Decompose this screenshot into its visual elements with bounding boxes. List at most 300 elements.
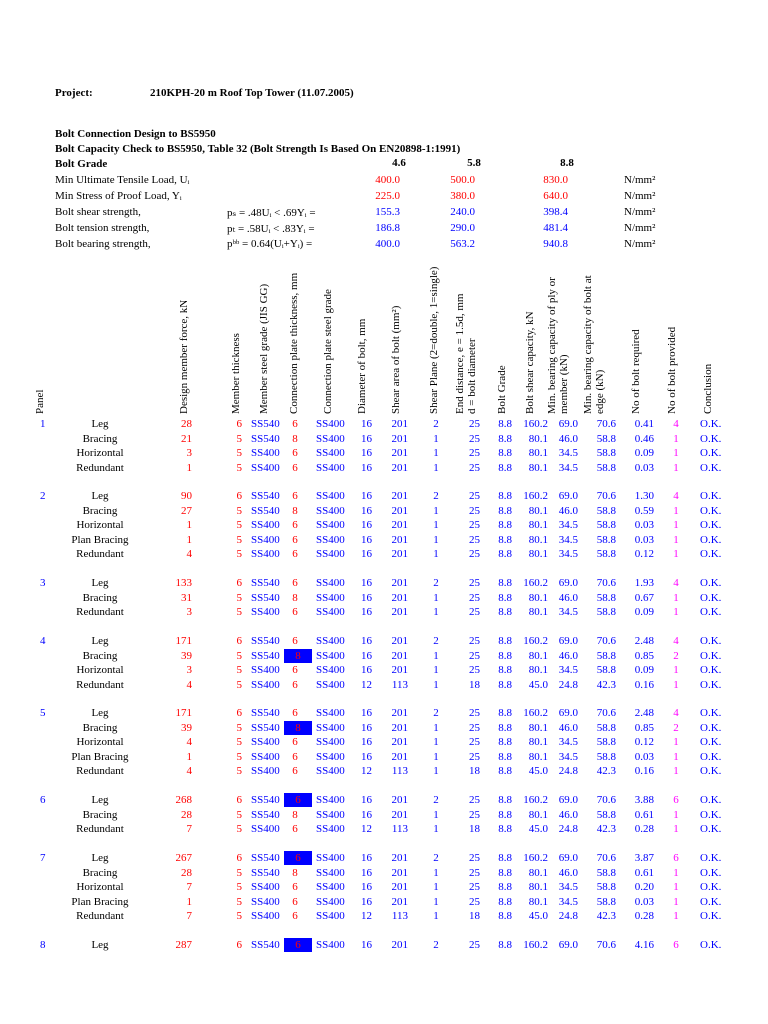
table-cell: 0.61 (634, 808, 654, 821)
member-type: Plan Bracing (71, 750, 129, 763)
table-cell: 5 (236, 721, 242, 734)
table-cell: 25 (469, 808, 480, 821)
table-cell: SS400 (316, 808, 345, 821)
table-cell: 201 (391, 533, 408, 546)
table-cell: 0.12 (634, 548, 654, 560)
table-cell: SS400 (251, 461, 280, 474)
table-cell: 5 (236, 649, 242, 662)
table-cell: O.K. (700, 519, 722, 531)
table-cell: 201 (391, 736, 408, 748)
table-cell: 1 (433, 533, 439, 546)
table-cell: 3 (186, 606, 192, 618)
grade-8-8: 8.8 (560, 157, 574, 169)
table-cell: 5 (236, 519, 242, 531)
table-cell: 39 (181, 721, 192, 734)
property-label: Bolt bearing strength, (55, 238, 151, 250)
table-cell: 58.8 (596, 866, 616, 879)
table-cell: 1 (673, 895, 679, 908)
table-cell: O.K. (700, 750, 722, 763)
table-cell: 113 (391, 910, 408, 922)
table-cell: 80.1 (528, 866, 548, 879)
member-type: Leg (91, 939, 109, 951)
table-cell: 16 (361, 519, 372, 531)
table-cell: 42.3 (596, 765, 616, 777)
table-cell: 6 (292, 606, 298, 618)
table-cell: O.K. (700, 910, 722, 922)
table-cell: 16 (361, 852, 372, 864)
panel-number: 2 (40, 490, 46, 502)
table-cell: 16 (361, 939, 372, 951)
table-cell: 25 (469, 606, 480, 618)
table-cell: 58.8 (596, 504, 616, 517)
table-cell: 1 (186, 519, 192, 531)
property-unit: N/mm² (624, 238, 656, 250)
table-cell: 80.1 (528, 533, 548, 546)
table-cell: SS400 (251, 519, 280, 531)
table-cell: 5 (236, 432, 242, 445)
table-cell: 25 (469, 895, 480, 908)
table-cell: 0.61 (634, 866, 654, 879)
table-cell: 4 (186, 765, 192, 777)
table-cell: 6 (292, 765, 298, 777)
table-cell: 34.5 (558, 664, 578, 676)
table-cell: 6 (236, 939, 242, 951)
table-cell: 8.8 (498, 606, 512, 618)
table-cell: O.K. (700, 490, 722, 502)
table-cell: 6 (292, 895, 298, 908)
table-cell: 1 (673, 504, 679, 517)
panel-number: 8 (40, 939, 46, 951)
member-type: Redundant (76, 678, 124, 691)
table-cell: 201 (391, 664, 408, 676)
table-cell: 6 (292, 823, 298, 835)
table-cell: 45.0 (528, 765, 548, 777)
table-cell: 21 (181, 432, 192, 445)
table-cell: 1 (433, 664, 439, 676)
table-cell: 6 (292, 736, 298, 748)
property-value: 155.3 (375, 206, 400, 218)
table-cell: 0.20 (634, 881, 654, 893)
member-type: Horizontal (76, 736, 124, 748)
table-cell: 16 (361, 721, 372, 734)
table-cell: 8.8 (498, 504, 512, 517)
table-cell: SS540 (251, 591, 280, 604)
table-cell: SS400 (316, 794, 345, 806)
table-cell: 16 (361, 432, 372, 445)
table-cell: 0.85 (634, 649, 654, 662)
table-cell: 8.8 (498, 895, 512, 908)
table-cell: 8.8 (498, 649, 512, 662)
table-cell: 0.03 (634, 461, 654, 474)
table-cell: 4 (186, 678, 192, 691)
table-cell: 42.3 (596, 678, 616, 691)
table-cell: 160.2 (523, 852, 548, 864)
table-cell: 201 (391, 881, 408, 893)
property-label: Min Ultimate Tensile Load, Uᵢ (55, 174, 190, 186)
table-cell: 25 (469, 707, 480, 719)
table-cell: O.K. (700, 721, 722, 734)
table-cell: 16 (361, 649, 372, 662)
table-cell: 70.6 (596, 577, 616, 589)
table-cell: SS400 (316, 765, 345, 777)
table-cell: 25 (469, 750, 480, 763)
table-cell: 3 (186, 447, 192, 459)
table-cell: 34.5 (558, 881, 578, 893)
table-cell: SS400 (316, 910, 345, 922)
column-header: End distance, e = 1.5d, mm d = bolt diameter (454, 293, 478, 414)
table-cell: O.K. (700, 939, 722, 951)
table-cell: 1 (673, 736, 679, 748)
table-cell: 2 (433, 852, 439, 864)
table-cell: 1 (433, 649, 439, 662)
table-cell: SS400 (251, 881, 280, 893)
member-type: Leg (91, 635, 109, 647)
table-cell: 34.5 (558, 461, 578, 474)
table-cell: 1 (433, 591, 439, 604)
column-header: No of bolt provided (666, 326, 678, 414)
table-cell: SS400 (316, 823, 345, 835)
member-type: Bracing (82, 866, 118, 879)
table-cell: O.K. (700, 649, 722, 662)
table-cell: 6 (673, 939, 679, 951)
member-type: Redundant (76, 910, 124, 922)
table-cell: SS400 (251, 548, 280, 560)
table-cell: 16 (361, 750, 372, 763)
member-type: Bracing (82, 591, 118, 604)
table-cell: 2 (433, 939, 439, 951)
table-cell: SS400 (316, 707, 345, 719)
table-cell: 12 (361, 910, 372, 922)
table-cell: SS400 (316, 895, 345, 908)
table-cell: 1 (673, 866, 679, 879)
table-cell: 8 (292, 432, 298, 445)
table-cell: 201 (391, 866, 408, 879)
table-cell: 1 (673, 664, 679, 676)
table-cell: 1 (673, 808, 679, 821)
table-cell: 12 (361, 765, 372, 777)
property-value: 186.8 (375, 222, 400, 234)
property-value: 380.0 (450, 190, 475, 202)
table-cell: O.K. (700, 577, 722, 589)
table-cell: O.K. (700, 678, 722, 691)
table-cell: O.K. (700, 606, 722, 618)
table-cell: 25 (469, 852, 480, 864)
table-cell: 6 (292, 635, 298, 647)
table-cell: 58.8 (596, 808, 616, 821)
table-cell: 1 (673, 910, 679, 922)
table-cell: 58.8 (596, 461, 616, 474)
table-cell: 0.46 (634, 432, 654, 445)
table-cell: 25 (469, 548, 480, 560)
table-cell: SS540 (251, 939, 280, 951)
member-type: Bracing (82, 808, 118, 821)
property-value: 500.0 (450, 174, 475, 186)
table-cell: 0.28 (634, 823, 654, 835)
table-cell: 8 (284, 649, 312, 663)
table-cell: 16 (361, 866, 372, 879)
table-cell: O.K. (700, 461, 722, 474)
table-cell: 25 (469, 635, 480, 647)
table-cell: 18 (469, 910, 480, 922)
table-cell: 8.8 (498, 765, 512, 777)
table-cell: 1 (433, 504, 439, 517)
table-cell: 1 (673, 548, 679, 560)
table-cell: SS400 (251, 533, 280, 546)
column-header: Connection plate thickness, mm (288, 272, 300, 414)
table-cell: 1 (433, 447, 439, 459)
table-cell: 46.0 (558, 866, 578, 879)
column-header: Panel (34, 389, 46, 414)
table-cell: 25 (469, 519, 480, 531)
table-cell: 0.67 (634, 591, 654, 604)
table-cell: 34.5 (558, 533, 578, 546)
table-cell: 34.5 (558, 519, 578, 531)
table-cell: 58.8 (596, 895, 616, 908)
table-cell: 16 (361, 895, 372, 908)
table-cell: 25 (469, 591, 480, 604)
table-cell: 0.16 (634, 678, 654, 691)
table-cell: 201 (391, 707, 408, 719)
table-cell: 6 (292, 533, 298, 546)
table-cell: 69.0 (558, 635, 578, 647)
table-cell: 5 (236, 881, 242, 893)
table-cell: SS400 (251, 765, 280, 777)
table-cell: 16 (361, 504, 372, 517)
table-cell: 80.1 (528, 721, 548, 734)
table-cell: O.K. (700, 635, 722, 647)
table-cell: SS400 (251, 736, 280, 748)
table-cell: 45.0 (528, 823, 548, 835)
property-unit: N/mm² (624, 174, 656, 186)
table-cell: 4 (673, 418, 679, 430)
table-cell: 69.0 (558, 794, 578, 806)
table-cell: 201 (391, 895, 408, 908)
table-cell: 6 (292, 548, 298, 560)
table-cell: 201 (391, 721, 408, 734)
property-unit: N/mm² (624, 222, 656, 234)
table-cell: SS400 (316, 635, 345, 647)
table-cell: 2 (433, 794, 439, 806)
table-cell: 70.6 (596, 490, 616, 502)
table-cell: SS400 (316, 447, 345, 459)
table-cell: 8.8 (498, 548, 512, 560)
table-cell: 5 (236, 765, 242, 777)
table-cell: 80.1 (528, 519, 548, 531)
member-type: Redundant (76, 823, 124, 835)
member-type: Redundant (76, 606, 124, 618)
table-cell: O.K. (700, 808, 722, 821)
table-cell: 46.0 (558, 504, 578, 517)
table-cell: 31 (181, 591, 192, 604)
table-cell: 70.6 (596, 635, 616, 647)
table-cell: 201 (391, 649, 408, 662)
table-cell: 2 (433, 418, 439, 430)
member-type: Leg (91, 418, 109, 430)
table-cell: 34.5 (558, 606, 578, 618)
property-value: 400.0 (375, 174, 400, 186)
table-cell: 1 (433, 910, 439, 922)
table-cell: 16 (361, 418, 372, 430)
table-cell: 1 (433, 736, 439, 748)
member-type: Redundant (76, 461, 124, 474)
table-cell: 7 (186, 823, 192, 835)
table-cell: O.K. (700, 707, 722, 719)
table-cell: 201 (391, 794, 408, 806)
table-cell: 25 (469, 504, 480, 517)
table-cell: 1 (186, 750, 192, 763)
table-cell: 8.8 (498, 707, 512, 719)
table-cell: 58.8 (596, 533, 616, 546)
table-cell: 160.2 (523, 707, 548, 719)
table-cell: 58.8 (596, 519, 616, 531)
table-cell: 8.8 (498, 635, 512, 647)
table-cell: O.K. (700, 823, 722, 835)
table-cell: SS540 (251, 852, 280, 864)
table-cell: 42.3 (596, 910, 616, 922)
table-cell: 8.8 (498, 808, 512, 821)
table-cell: SS400 (316, 736, 345, 748)
table-cell: 1 (673, 533, 679, 546)
table-cell: SS400 (316, 649, 345, 662)
grade-5-8: 5.8 (467, 157, 481, 169)
table-cell: 58.8 (596, 721, 616, 734)
table-cell: 45.0 (528, 678, 548, 691)
table-cell: SS400 (316, 591, 345, 604)
property-value: 225.0 (375, 190, 400, 202)
table-cell: 1.30 (634, 490, 654, 502)
table-cell: 8.8 (498, 721, 512, 734)
table-cell: 16 (361, 533, 372, 546)
member-type: Horizontal (76, 881, 124, 893)
table-cell: O.K. (700, 664, 722, 676)
table-cell: 8.8 (498, 447, 512, 459)
table-cell: 201 (391, 432, 408, 445)
table-cell: 1 (433, 895, 439, 908)
column-header: Connection plate steel grade (322, 289, 334, 414)
table-cell: 201 (391, 418, 408, 430)
table-cell: 46.0 (558, 808, 578, 821)
table-cell: 18 (469, 765, 480, 777)
table-cell: 133 (175, 577, 192, 589)
table-cell: 25 (469, 533, 480, 546)
table-cell: 25 (469, 447, 480, 459)
table-cell: 160.2 (523, 794, 548, 806)
column-header: Bolt Grade (496, 365, 508, 414)
table-cell: 24.8 (558, 910, 578, 922)
table-cell: 25 (469, 794, 480, 806)
table-cell: 25 (469, 577, 480, 589)
table-cell: 16 (361, 881, 372, 893)
table-cell: 1 (433, 881, 439, 893)
table-cell: 171 (175, 635, 192, 647)
table-cell: 25 (469, 490, 480, 502)
table-cell: 80.1 (528, 461, 548, 474)
table-cell: 16 (361, 548, 372, 560)
table-cell: 0.03 (634, 533, 654, 546)
table-cell: 46.0 (558, 721, 578, 734)
table-cell: 5 (236, 591, 242, 604)
table-cell: 80.1 (528, 664, 548, 676)
table-cell: 25 (469, 649, 480, 662)
table-cell: 6 (292, 910, 298, 922)
table-cell: 6 (284, 851, 312, 865)
table-cell: 1 (433, 750, 439, 763)
table-cell: 70.6 (596, 418, 616, 430)
table-cell: 6 (292, 707, 298, 719)
table-cell: 113 (391, 765, 408, 777)
table-cell: 0.12 (634, 736, 654, 748)
table-cell: 25 (469, 664, 480, 676)
table-cell: 268 (175, 794, 192, 806)
table-cell: 58.8 (596, 736, 616, 748)
table-cell: 1 (186, 461, 192, 474)
table-cell: SS400 (316, 606, 345, 618)
member-type: Leg (91, 707, 109, 719)
table-cell: 80.1 (528, 548, 548, 560)
table-cell: SS400 (251, 678, 280, 691)
column-header: Member thickness (230, 333, 242, 414)
table-cell: 160.2 (523, 490, 548, 502)
table-cell: 8.8 (498, 678, 512, 691)
table-cell: 6 (292, 678, 298, 691)
table-cell: 5 (236, 461, 242, 474)
table-cell: 70.6 (596, 794, 616, 806)
table-cell: 5 (236, 678, 242, 691)
property-formula: pᵇᵇ = 0.64(Uᵢ+Yᵢ) = (227, 238, 313, 250)
table-cell: 5 (236, 895, 242, 908)
member-type: Horizontal (76, 519, 124, 531)
property-value: 290.0 (450, 222, 475, 234)
table-cell: 201 (391, 750, 408, 763)
table-cell: SS400 (316, 533, 345, 546)
table-cell: 1 (433, 721, 439, 734)
table-cell: SS540 (251, 418, 280, 430)
table-cell: 1 (433, 461, 439, 474)
member-type: Horizontal (76, 664, 124, 676)
table-cell: 1 (433, 432, 439, 445)
column-header: Diameter of bolt, mm (356, 318, 368, 414)
table-cell: 1 (433, 823, 439, 835)
table-cell: 160.2 (523, 635, 548, 647)
table-cell: 8.8 (498, 577, 512, 589)
member-type: Redundant (76, 765, 124, 777)
table-cell: 201 (391, 461, 408, 474)
table-cell: 1 (673, 432, 679, 445)
table-cell: 160.2 (523, 577, 548, 589)
table-cell: 8.8 (498, 461, 512, 474)
column-header: Shear area of bolt (mm²) (390, 305, 402, 414)
table-cell: O.K. (700, 533, 722, 546)
table-cell: 201 (391, 939, 408, 951)
table-cell: 6 (292, 461, 298, 474)
table-cell: 16 (361, 707, 372, 719)
table-cell: 5 (236, 447, 242, 459)
property-value: 563.2 (450, 238, 475, 250)
table-cell: 5 (236, 750, 242, 763)
panel-number: 6 (40, 794, 46, 806)
member-type: Plan Bracing (71, 533, 129, 546)
property-value: 940.8 (543, 238, 568, 250)
table-cell: SS400 (251, 664, 280, 676)
table-cell: 0.09 (634, 447, 654, 459)
table-cell: 8 (284, 721, 312, 735)
table-cell: 2 (433, 635, 439, 647)
table-cell: 25 (469, 866, 480, 879)
table-cell: 39 (181, 649, 192, 662)
table-cell: 80.1 (528, 649, 548, 662)
table-cell: 6 (292, 750, 298, 763)
table-cell: 80.1 (528, 606, 548, 618)
